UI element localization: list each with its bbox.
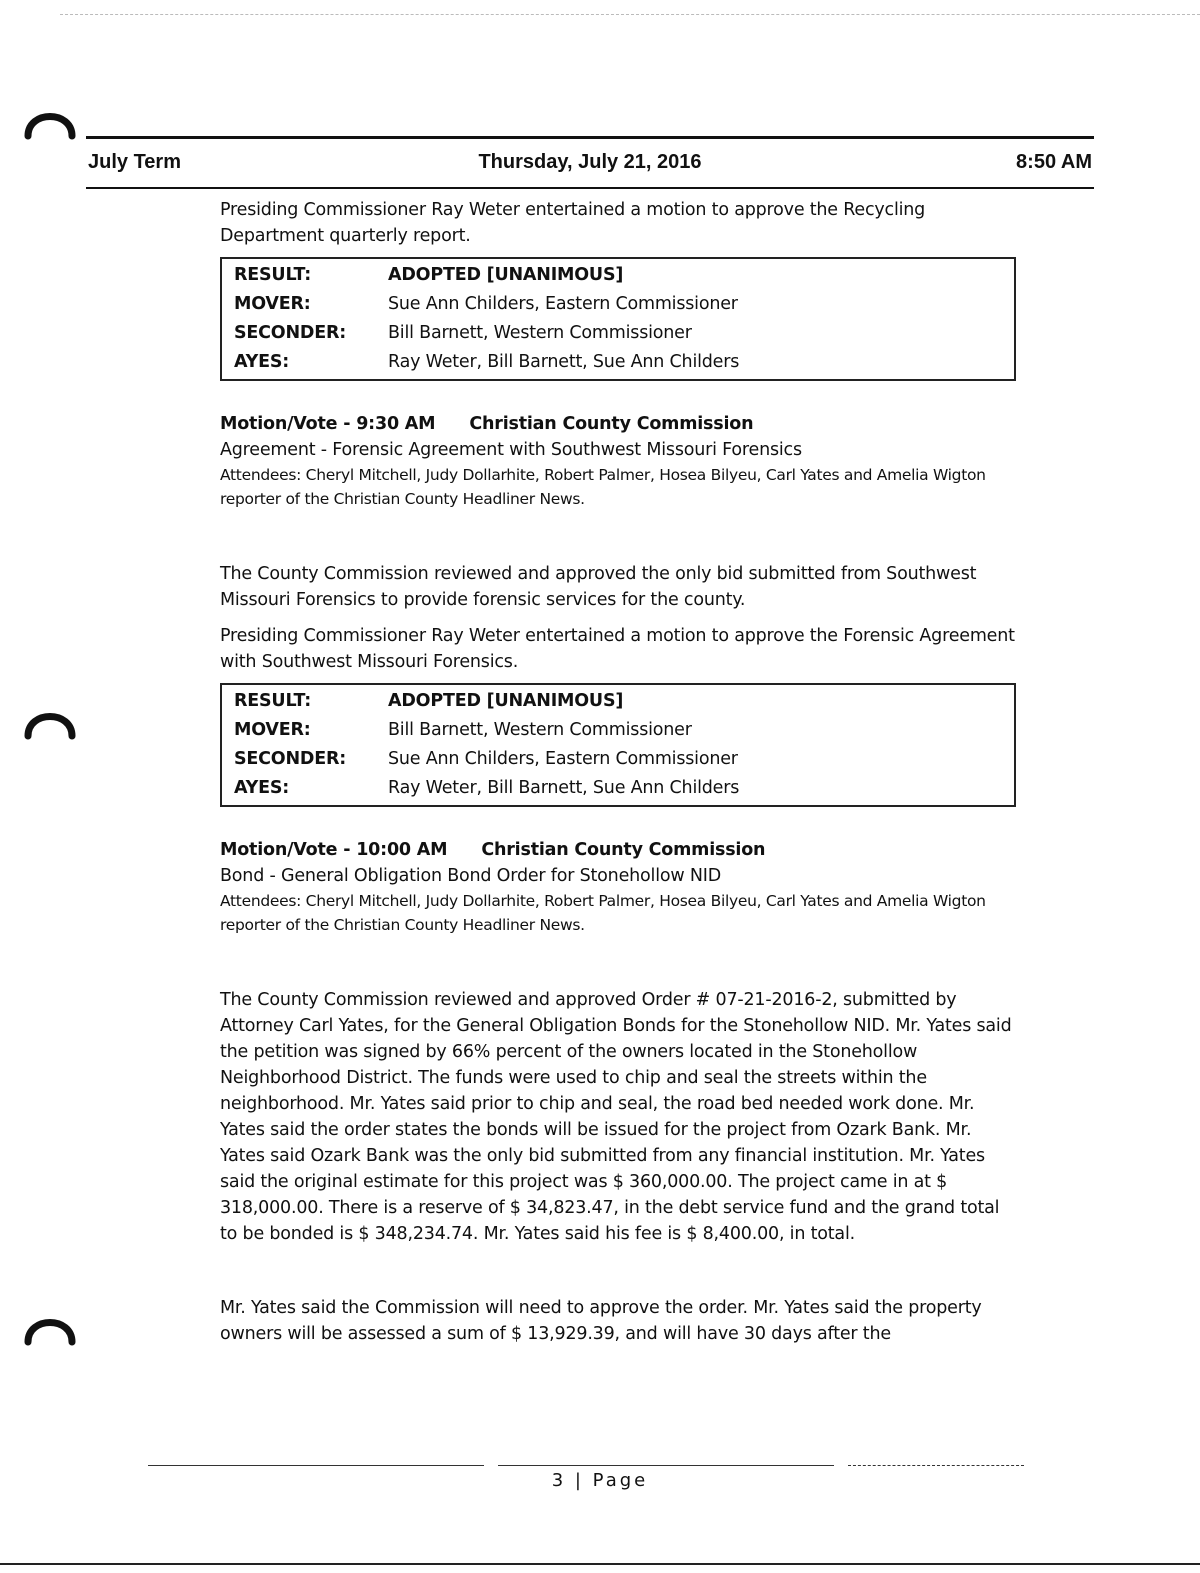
motion-vote-heading xyxy=(220,837,1020,863)
mover-label: MOVER: xyxy=(234,720,311,740)
vote-row-seconder xyxy=(234,745,1006,774)
scan-edge-top xyxy=(60,14,1200,15)
ayes-label: AYES: xyxy=(234,352,290,372)
scan-edge-bottom xyxy=(0,1563,1200,1573)
motion-vote-time: 9:30 AM xyxy=(356,414,436,434)
mover-value: Sue Ann Childers, Eastern Commissioner xyxy=(388,294,738,314)
vote-result-box xyxy=(220,683,1016,807)
punch-hole-icon xyxy=(24,700,76,740)
item-paragraph: The County Commission reviewed and approved Order # 07-21-2016-2, submitted by Attorney Carl Yates, for the General Obligation Bonds for the Stonehollow NID. Mr. Yates said the petition was signed by 66% percent of the owners located in the Stonehollow Neighborhood District. The funds were used to chip and seal the streets within the neighborhood. Mr. Yates said prior to chip and seal, the road bed needed work done. Mr. Yates said the order states the bonds will be issued for the project from Ozark Bank. Mr. Yates said Ozark Bank was the only bid submitted from any financial institution. Mr. Yates said the original estimate for this project was $ 360,000.00. The project came in at $ 318,000.00. There is a reserve of $ 34,823.47, in the debt service fund and the grand total to be bonded is $ 348,234.74. Mr. Yates said his fee is $ 8,400.00, in total. xyxy=(220,990,1012,1244)
vote-row-ayes xyxy=(234,774,1006,803)
page-header xyxy=(86,136,1094,189)
ayes-value: Ray Weter, Bill Barnett, Sue Ann Childers xyxy=(388,352,740,372)
vote-row-result xyxy=(234,687,1006,716)
intro-paragraph: Presiding Commissioner Ray Weter entertained a motion to approve the Recycling Department quarterly report. xyxy=(220,200,926,246)
vote-result-box xyxy=(220,257,1016,381)
page-number: 3 | Page xyxy=(551,1470,649,1491)
item-subject: Agreement - Forensic Agreement with Southwest Missouri Forensics xyxy=(220,440,802,460)
seconder-value: Sue Ann Childers, Eastern Commissioner xyxy=(388,749,738,769)
item-attendees: Attendees: Cheryl Mitchell, Judy Dollarhite, Robert Palmer, Hosea Bilyeu, Carl Yates and Amelia Wigton reporter of the Christian County Headliner News. xyxy=(220,892,986,934)
motion-vote-body: Christian County Commission xyxy=(481,840,766,860)
mover-label: MOVER: xyxy=(234,294,311,314)
punch-hole-icon xyxy=(24,100,76,140)
seconder-value: Bill Barnett, Western Commissioner xyxy=(388,323,692,343)
agenda-item-forensic xyxy=(220,411,1020,675)
result-label: RESULT: xyxy=(234,265,312,285)
motion-vote-label: Motion/Vote - xyxy=(220,840,351,860)
item-paragraph: The County Commission reviewed and approved the only bid submitted from Southwest Missouri Forensics to provide forensic services for the county. xyxy=(220,564,977,610)
punch-hole-icon xyxy=(24,1306,76,1346)
motion-vote-label: Motion/Vote - xyxy=(220,414,351,434)
ayes-label: AYES: xyxy=(234,778,290,798)
meeting-date: Thursday, July 21, 2016 xyxy=(478,151,702,173)
item-attendees: Attendees: Cheryl Mitchell, Judy Dollarhite, Robert Palmer, Hosea Bilyeu, Carl Yates and Amelia Wigton reporter of the Christian County Headliner News. xyxy=(220,466,986,508)
motion-vote-body: Christian County Commission xyxy=(469,414,754,434)
vote-row-result xyxy=(234,261,1006,290)
vote-row-ayes xyxy=(234,348,1006,377)
agenda-item-bond xyxy=(220,837,1020,1347)
result-value: ADOPTED [UNANIMOUS] xyxy=(388,691,624,711)
term-label: July Term xyxy=(88,151,181,173)
seconder-label: SECONDER: xyxy=(234,323,347,343)
minutes-content xyxy=(220,197,1020,1347)
item-subject: Bond - General Obligation Bond Order for Stonehollow NID xyxy=(220,866,721,886)
vote-row-seconder xyxy=(234,319,1006,348)
result-label: RESULT: xyxy=(234,691,312,711)
mover-value: Bill Barnett, Western Commissioner xyxy=(388,720,692,740)
item-paragraph: Presiding Commissioner Ray Weter entertained a motion to approve the Forensic Agreement with Southwest Missouri Forensics. xyxy=(220,626,1015,672)
motion-vote-time: 10:00 AM xyxy=(356,840,448,860)
vote-row-mover xyxy=(234,716,1006,745)
motion-vote-heading xyxy=(220,411,1020,437)
item-paragraph: Mr. Yates said the Commission will need to approve the order. Mr. Yates said the property owners will be assessed a sum of $ 13,929.39, and will have 30 days after the xyxy=(220,1298,982,1344)
ayes-value: Ray Weter, Bill Barnett, Sue Ann Childers xyxy=(388,778,740,798)
result-value: ADOPTED [UNANIMOUS] xyxy=(388,265,624,285)
meeting-time: 8:50 AM xyxy=(1016,151,1092,173)
vote-row-mover xyxy=(234,290,1006,319)
footer-rule xyxy=(148,1465,1024,1467)
seconder-label: SECONDER: xyxy=(234,749,347,769)
